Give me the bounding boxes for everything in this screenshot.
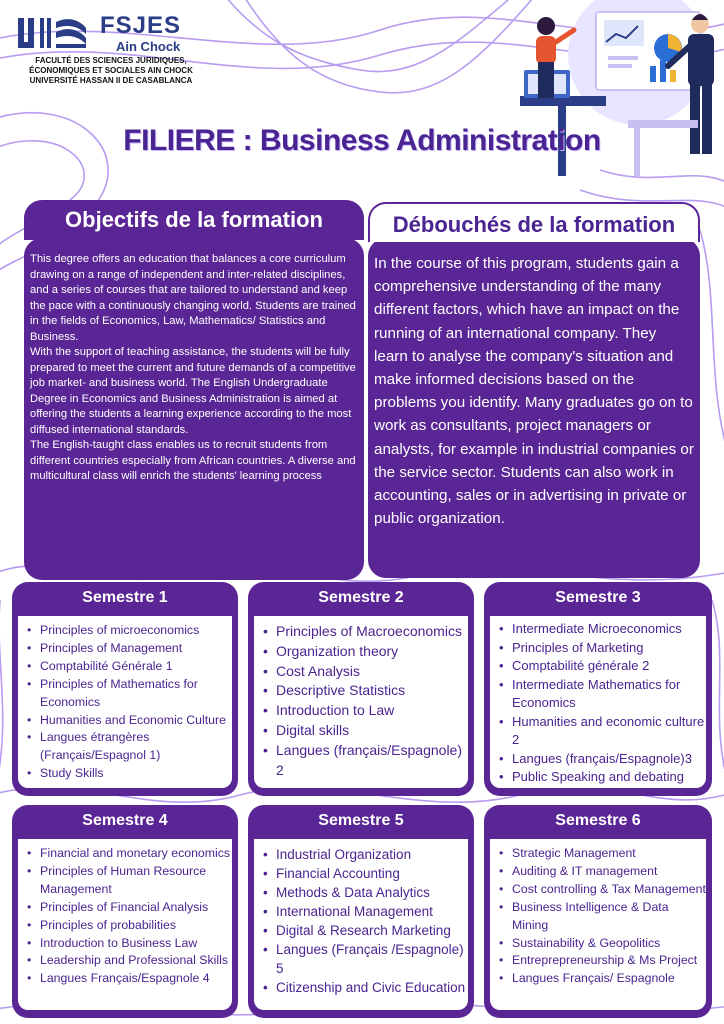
course-item: • Introduction to Law bbox=[276, 701, 468, 721]
semester-courses bbox=[490, 839, 706, 1010]
course-item: • Principles of Macroeconomics bbox=[276, 622, 468, 642]
course-item: • Principles of probabilities bbox=[40, 917, 232, 935]
course-item: • Langues Français/Espagnole 4 bbox=[40, 970, 232, 988]
semester-courses bbox=[18, 616, 232, 788]
course-item: • Comptabilité générale 2 bbox=[512, 657, 706, 676]
course-item: • Entreprepreneurship & Ms Project bbox=[512, 952, 706, 970]
semester-4-card bbox=[12, 805, 238, 1018]
page-title: FILIERE : Business Administration bbox=[123, 124, 601, 157]
course-item: • Comptabilité Générale 1 bbox=[40, 658, 232, 676]
course-item: • Introduction to Business Law bbox=[40, 935, 232, 953]
course-item: • Strategic Management bbox=[512, 845, 706, 863]
debouches-text: In the course of this program, students gain a comprehensive understanding of the many different factors, which have an impact on the running of an international company. They learn to analyse the company's situation and make informed decisions based on the problems you identify. Many graduates go on to work as consultants, project managers or analysts, for example in industrial companies or the service sector. Students can also work in accounting, sales or in advertising in private or public organization. bbox=[374, 255, 694, 528]
course-item: • Intermediate Mathematics for Economics bbox=[512, 676, 706, 713]
course-item: • Langues étrangères (Français/Espagnol 1) bbox=[40, 729, 232, 765]
course-item: • Digital & Research Marketing bbox=[276, 921, 468, 940]
logo-caption-line: UNIVERSITÉ HASSAN II DE CASABLANCA bbox=[29, 76, 193, 85]
course-item: • Langues (français/Espagnole)3 bbox=[512, 750, 706, 769]
semester-title: Semestre 3 bbox=[555, 589, 641, 606]
course-item: • Intermediate Microeconomics bbox=[512, 620, 706, 639]
debouches-panel bbox=[368, 238, 700, 578]
course-item: • Descriptive Statistics bbox=[276, 681, 468, 701]
course-item: • Methods & Data Analytics bbox=[276, 883, 468, 902]
semester-1-card bbox=[12, 582, 238, 796]
course-item: • Citizenship and Civic Education bbox=[276, 978, 468, 997]
course-item: • Langues (français/Espagnole) 2 bbox=[276, 741, 468, 781]
objectifs-text bbox=[30, 252, 358, 485]
semester-courses bbox=[18, 839, 232, 1010]
semester-title: Semestre 4 bbox=[82, 812, 168, 829]
course-item: • Principles of Financial Analysis bbox=[40, 899, 232, 917]
objectifs-heading: Objectifs de la formation bbox=[24, 200, 364, 240]
logo-caption-line: ÉCONOMIQUES ET SOCIALES AIN CHOCK bbox=[29, 66, 193, 75]
logo-name: FSJES bbox=[100, 12, 182, 39]
logo-caption-line: FACULTÉ DES SCIENCES JURIDIQUES, bbox=[35, 56, 187, 65]
objectifs-paragraph: With the support of teaching assistance, the students will be fully prepared to meet the current and future demands of a competitive job market- and business world. The English Undergraduate Degree in Economics and Business Administration is aimed at offering the students a learning experience according to the most diffused international standards. bbox=[30, 346, 356, 436]
semester-title: Semestre 2 bbox=[318, 589, 404, 606]
objectifs-paragraph: The English-taught class enables us to recruit students from different countries especially from African countries. A diverse and multicultural class will enrich the students' learning process bbox=[30, 439, 356, 482]
course-item: • Auditing & IT management bbox=[512, 863, 706, 881]
semester-courses bbox=[254, 839, 468, 1010]
course-item: • Langues Français/ Espagnole bbox=[512, 970, 706, 988]
debouches-heading: Débouchés de la formation bbox=[368, 202, 700, 242]
course-item: • Principles of Mathematics for Economics bbox=[40, 676, 232, 712]
course-item: • Study Skills bbox=[40, 765, 232, 783]
course-item: • Industrial Organization bbox=[276, 845, 468, 864]
course-item: • Principles of Management bbox=[40, 640, 232, 658]
course-item: • Leadership and Professional Skills bbox=[40, 952, 232, 970]
logo-mark-icon bbox=[16, 14, 92, 54]
logo-caption bbox=[16, 56, 206, 86]
semester-title: Semestre 5 bbox=[318, 812, 404, 829]
semester-courses bbox=[490, 616, 706, 788]
course-item: • Humanities and economic culture 2 bbox=[512, 713, 706, 750]
objectifs-panel bbox=[24, 238, 364, 580]
semester-2-card bbox=[248, 582, 474, 796]
semester-5-card bbox=[248, 805, 474, 1018]
course-item: • Public Speaking and debating bbox=[512, 768, 706, 787]
course-item: • Principles of microeconomics bbox=[40, 622, 232, 640]
university-logo bbox=[16, 12, 206, 92]
logo-subtitle: Ain Chock bbox=[116, 39, 181, 54]
course-item: • Cost controlling & Tax Management bbox=[512, 881, 706, 899]
semester-6-card bbox=[484, 805, 712, 1018]
course-item: • International Management bbox=[276, 902, 468, 921]
course-item: • Business Intelligence & Data Mining bbox=[512, 899, 706, 935]
course-item: • Principles of Human Resource Management bbox=[40, 863, 232, 899]
course-item: • Financial and monetary economics bbox=[40, 845, 232, 863]
course-item: • Cost Analysis bbox=[276, 662, 468, 682]
semester-title: Semestre 6 bbox=[555, 812, 641, 829]
semester-courses bbox=[254, 616, 468, 788]
objectifs-paragraph: This degree offers an education that balances a core curriculum drawing on a range of independent and inter-related disciplines, and a series of courses that are tailored to understand and keep the pace with a continuously changing world. Students are trained in the fields of Economics, Law, Mathematics/ Statistics and Business. bbox=[30, 253, 356, 343]
course-item: • Organization theory bbox=[276, 642, 468, 662]
semester-title: Semestre 1 bbox=[82, 589, 168, 606]
course-item: • Financial Accounting bbox=[276, 864, 468, 883]
course-item: • Humanities and Economic Culture bbox=[40, 712, 232, 730]
course-item: • Principles of Marketing bbox=[512, 639, 706, 658]
course-item: • Langues (Français /Espagnole) 5 bbox=[276, 940, 468, 978]
course-item: • Digital skills bbox=[276, 721, 468, 741]
semester-3-card bbox=[484, 582, 712, 796]
course-item: • Sustainability & Geopolitics bbox=[512, 935, 706, 953]
